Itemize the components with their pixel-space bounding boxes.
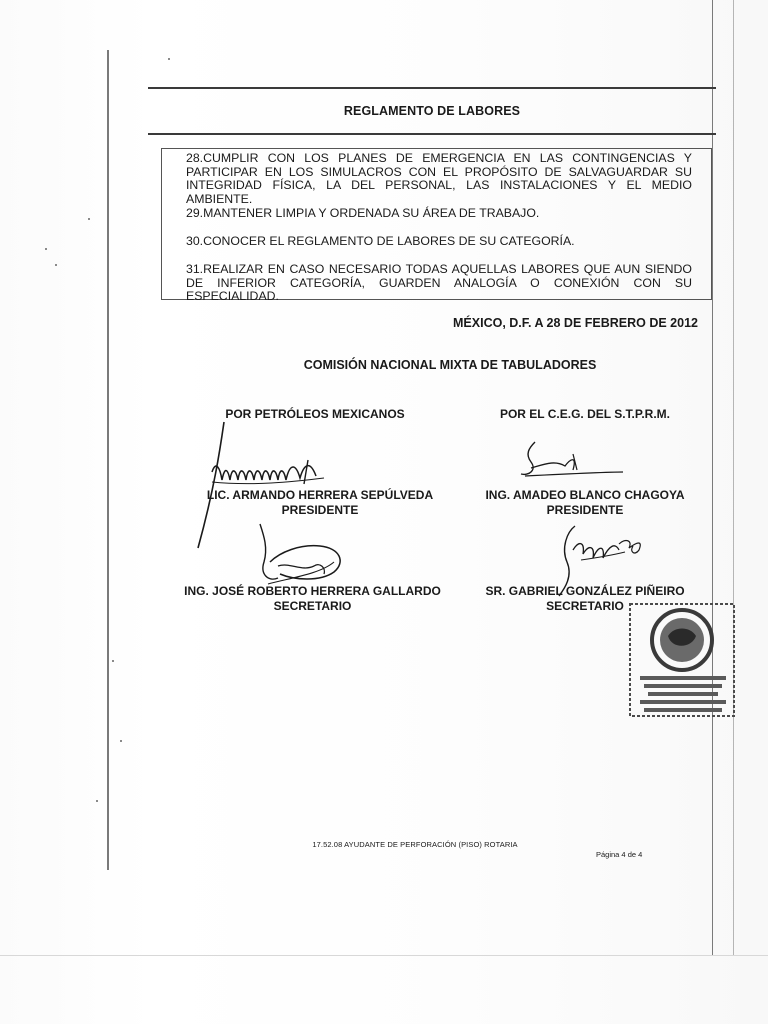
page-number: Página 4 de 4 bbox=[596, 850, 643, 859]
list-item-30 bbox=[186, 235, 692, 249]
right-margin-line-outer bbox=[733, 0, 734, 955]
page-bottom-edge bbox=[0, 955, 768, 956]
official-seal-stamp bbox=[628, 600, 738, 725]
left-margin-line bbox=[107, 50, 109, 870]
scan-speck bbox=[112, 660, 114, 662]
place-date: MÉXICO, D.F. A 28 DE FEBRERO DE 2012 bbox=[453, 316, 698, 330]
item-text: CUMPLIR CON LOS PLANES DE EMERGENCIA EN LAS CONTINGENCIAS Y PARTICIPAR EN LOS SIMULACROS CON EL PROPÓSITO DE SALVAGUARDAR SU INTEGRIDAD FÍSICA, LA DEL PERSONAL, LAS INSTALACIONES Y EL MEDIO AMBIENTE. bbox=[186, 151, 692, 206]
left-president-role: PRESIDENTE bbox=[281, 503, 359, 517]
item-number: 30. bbox=[186, 234, 204, 248]
signature-left-secretary bbox=[250, 522, 360, 592]
list-item-31 bbox=[186, 263, 692, 304]
document-footer: 17.52.08 AYUDANTE DE PERFORACIÓN (PISO) ROTARIA bbox=[312, 840, 518, 849]
item-number: 28. bbox=[186, 151, 204, 165]
right-president-role: PRESIDENTE bbox=[546, 503, 624, 517]
right-president-name: ING. AMADEO BLANCO CHAGOYA bbox=[485, 488, 685, 502]
header-top-rule bbox=[148, 87, 716, 89]
right-margin-line bbox=[712, 0, 713, 955]
right-secretary-role: SECRETARIO bbox=[546, 599, 624, 613]
scan-speck bbox=[88, 218, 90, 220]
scan-speck bbox=[55, 264, 57, 266]
document-title: REGLAMENTO DE LABORES bbox=[343, 104, 521, 118]
item-number: 31. bbox=[186, 262, 204, 276]
commission-name: COMISIÓN NACIONAL MIXTA DE TABULADORES bbox=[303, 358, 597, 372]
header-bottom-rule bbox=[148, 133, 716, 135]
left-president-name: LIC. ARMANDO HERRERA SEPÚLVEDA bbox=[206, 488, 434, 502]
item-text: CONOCER EL REGLAMENTO DE LABORES DE SU CATEGORÍA. bbox=[203, 234, 575, 248]
list-item-29 bbox=[186, 207, 692, 221]
scan-speck bbox=[96, 800, 98, 802]
left-party: POR PETRÓLEOS MEXICANOS bbox=[225, 407, 405, 421]
left-secretary-role: SECRETARIO bbox=[273, 599, 352, 613]
left-secretary-name: ING. JOSÉ ROBERTO HERRERA GALLARDO bbox=[184, 584, 441, 598]
list-item-28 bbox=[186, 152, 692, 206]
item-text: MANTENER LIMPIA Y ORDENADA SU ÁREA DE TRABAJO. bbox=[203, 206, 540, 220]
right-party: POR EL C.E.G. DEL S.T.P.R.M. bbox=[499, 407, 671, 421]
scan-speck bbox=[45, 248, 47, 250]
signature-right-president bbox=[515, 440, 645, 490]
item-text: REALIZAR EN CASO NECESARIO TODAS AQUELLAS LABORES QUE AUN SIENDO DE INFERIOR CATEGORÍA, GUARDEN ANALOGÍA O CONEXIÓN CON SU ESPECIALIDAD. bbox=[186, 262, 692, 303]
right-secretary-name: SR. GABRIEL GONZÁLEZ PIÑEIRO bbox=[485, 584, 685, 598]
item-number: 29. bbox=[186, 206, 204, 220]
scan-speck bbox=[168, 58, 170, 60]
scan-speck bbox=[120, 740, 122, 742]
